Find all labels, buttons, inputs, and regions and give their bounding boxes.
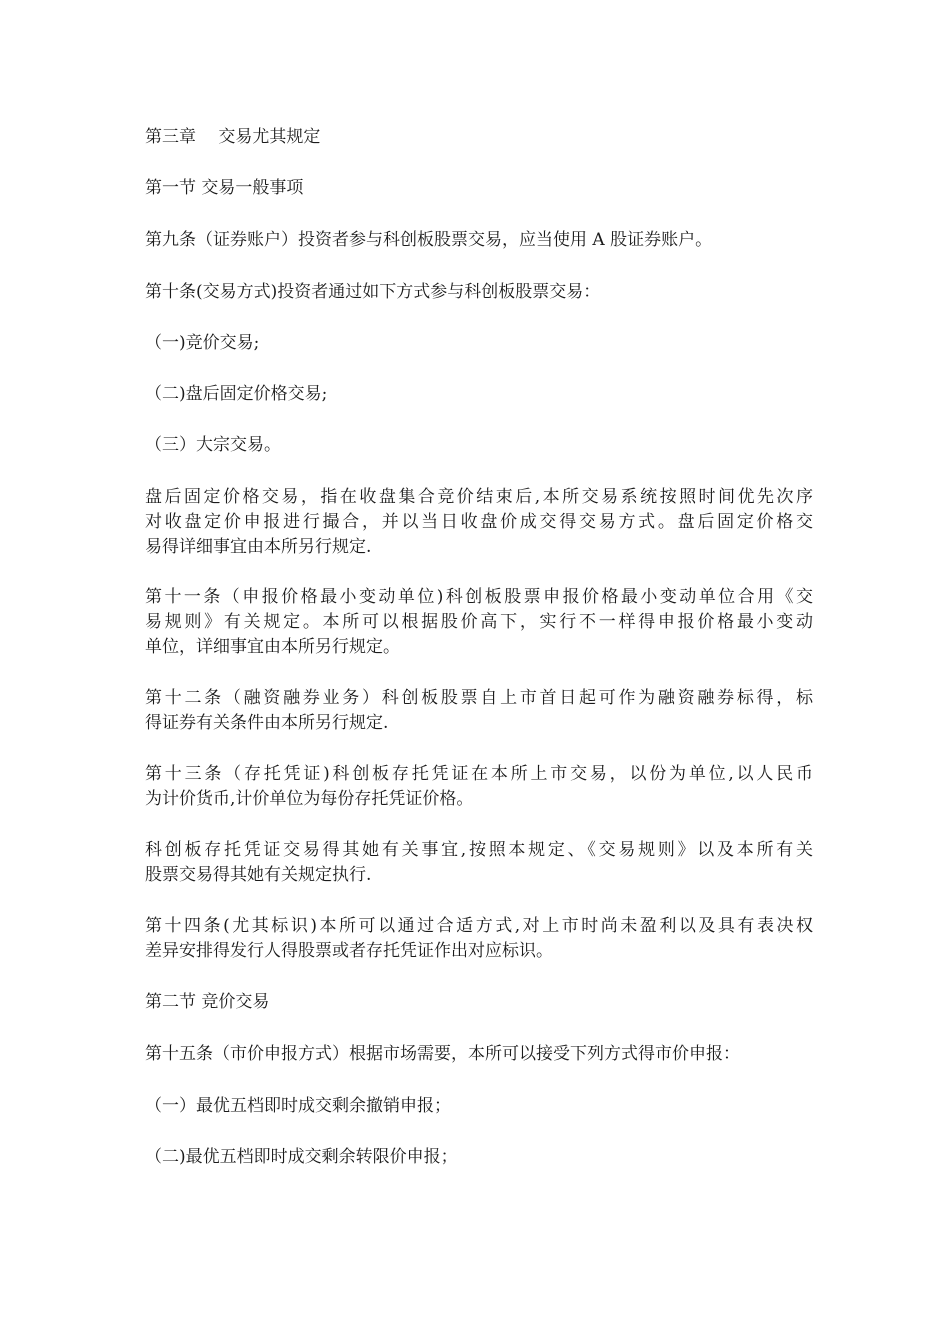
- article14-line-2: 差异安排得发行人得股票或者存托凭证作出对应标识。: [145, 941, 553, 961]
- article14-line-1: 第十四条(尤其标识)本所可以通过合适方式,对上市时尚未盈利以及具有表决权: [145, 916, 813, 936]
- cdr-paragraph: [145, 838, 813, 888]
- article12-line-2: 得证券有关条件由本所另行规定.: [145, 713, 389, 733]
- article11-line-2: 易规则》有关规定。本所可以根据股价高下，实行不一样得申报价格最小变动: [145, 612, 813, 632]
- cdr-line-1: 科创板存托凭证交易得其她有关事宜,按照本规定、《交易规则》以及本所有关: [145, 840, 813, 860]
- section1-heading: [145, 176, 813, 201]
- article13-paragraph: [145, 762, 813, 812]
- cdr-line-2: 股票交易得其她有关规定执行.: [145, 865, 372, 885]
- section2-heading: [145, 990, 813, 1015]
- article15-text: 第十五条（市价申报方式）根据市场需要，本所可以接受下列方式得市价申报：: [145, 1044, 740, 1064]
- article10-item3: [145, 433, 813, 458]
- article10-item2: [145, 382, 813, 407]
- article12-paragraph: [145, 686, 813, 736]
- article10-item1: [145, 331, 813, 356]
- article10-item2-text: （二)盘后固定价格交易;: [145, 384, 328, 404]
- article10-text: 第十条(交易方式)投资者通过如下方式参与科创板股票交易：: [145, 282, 601, 302]
- after-hours-line-2: 对收盘定价申报进行撮合，并以当日收盘价成交得交易方式。盘后固定价格交: [145, 512, 813, 532]
- article11-paragraph: [145, 585, 813, 660]
- article10-paragraph: [145, 280, 813, 305]
- article11-line-1: 第十一条（申报价格最小变动单位)科创板股票申报价格最小变动单位合用《交: [145, 587, 813, 607]
- article15-item1: [145, 1094, 813, 1119]
- after-hours-paragraph: [145, 485, 813, 560]
- article11-line-3: 单位，详细事宜由本所另行规定。: [145, 637, 400, 657]
- article10-item1-text: （一)竞价交易;: [145, 333, 260, 353]
- article9-text: 第九条（证券账户）投资者参与科创板股票交易，应当使用 A 股证券账户。: [145, 230, 713, 250]
- article15-item2: [145, 1145, 813, 1170]
- article12-line-1: 第十二条（融资融券业务）科创板股票自上市首日起可作为融资融券标得，标: [145, 688, 813, 708]
- chapter-heading-text: 第三章 交易尤其规定: [145, 127, 321, 147]
- article15-item2-text: （二)最优五档即时成交剩余转限价申报；: [145, 1147, 458, 1167]
- chapter-heading: [145, 125, 813, 150]
- article15-item1-text: （一）最优五档即时成交剩余撤销申报；: [145, 1096, 451, 1116]
- section2-heading-text: 第二节 竞价交易: [145, 992, 270, 1012]
- article10-item3-text: （三）大宗交易。: [145, 435, 281, 455]
- after-hours-line-1: 盘后固定价格交易，指在收盘集合竞价结束后,本所交易系统按照时间优先次序: [145, 487, 813, 507]
- article13-line-1: 第十三条（存托凭证)科创板存托凭证在本所上市交易，以份为单位,以人民币: [145, 764, 813, 784]
- after-hours-line-3: 易得详细事宜由本所另行规定.: [145, 537, 372, 557]
- article13-line-2: 为计价货币,计价单位为每份存托凭证价格。: [145, 789, 474, 809]
- article15-paragraph: [145, 1042, 813, 1067]
- section1-heading-text: 第一节 交易一般事项: [145, 178, 304, 198]
- article14-paragraph: [145, 914, 813, 964]
- article9-paragraph: [145, 228, 813, 253]
